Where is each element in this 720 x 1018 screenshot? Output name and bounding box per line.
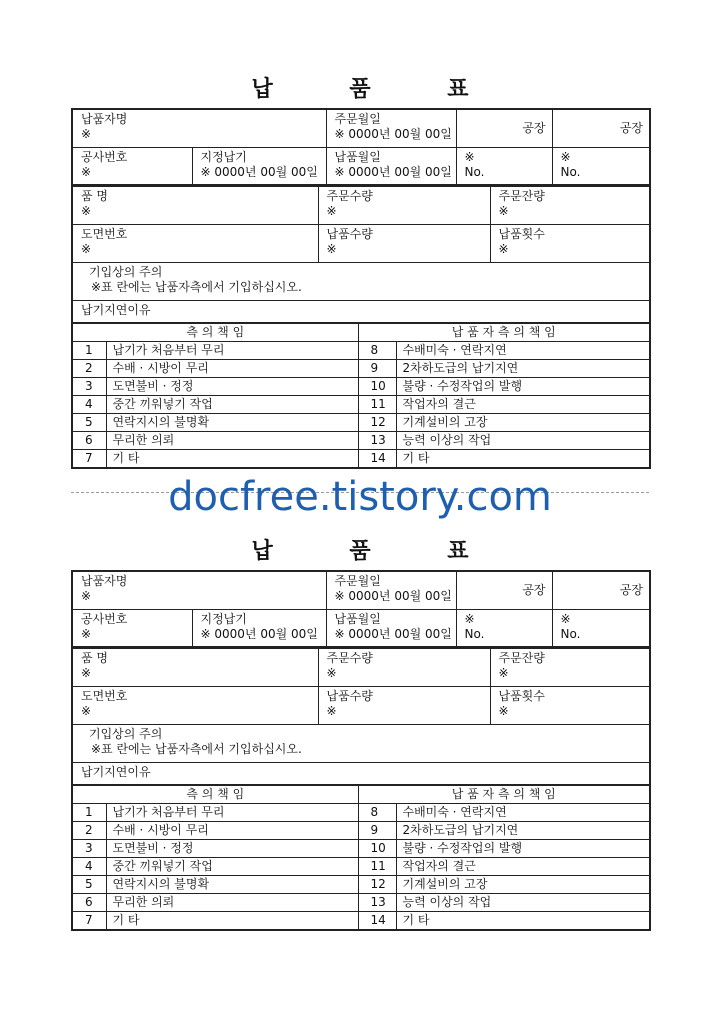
supplier-reason-text[interactable]: 기 타 (396, 450, 650, 469)
delivery-date-value: ※ 0000년 00월 00일 (334, 164, 452, 179)
project-no-label: 공사번호 (81, 611, 128, 626)
client-reason-number[interactable]: 6 (72, 894, 106, 912)
delivery-qty-label: 납품수량 (326, 227, 373, 241)
due-date-label: 지정납기 (200, 611, 247, 626)
supplier-reason-text[interactable]: 작업자의 결근 (396, 858, 650, 876)
order-remain-cell[interactable] (490, 649, 650, 687)
client-reason-text[interactable]: 도면불비 · 정정 (106, 378, 358, 396)
supplier-reason-text[interactable]: 기 타 (396, 912, 650, 931)
client-reason-text[interactable]: 연락지시의 불명확 (106, 876, 358, 894)
watermark: docfree.tistory.com (168, 474, 552, 520)
project-no-cell[interactable] (72, 609, 192, 647)
order-remain-value: ※ (498, 666, 509, 680)
responsibility-row (72, 804, 650, 822)
supplier-cell[interactable] (72, 109, 326, 147)
delivery-date-label: 납품월일 (334, 611, 381, 626)
client-reason-number[interactable]: 2 (72, 822, 106, 840)
responsibility-table (71, 323, 651, 469)
responsibility-row (72, 840, 650, 858)
item-name-cell[interactable] (72, 187, 318, 225)
no-cell-2[interactable] (552, 147, 650, 185)
client-reason-text[interactable]: 중간 끼워넣기 작업 (106, 396, 358, 414)
due-date-cell[interactable] (192, 147, 326, 185)
responsibility-row (72, 360, 650, 378)
info-table (71, 108, 651, 186)
client-reason-text[interactable]: 무리한 의뢰 (106, 432, 358, 450)
supplier-reason-number[interactable]: 10 (358, 840, 396, 858)
order-qty-label: 주문수량 (326, 189, 373, 203)
client-reason-text[interactable]: 납기가 처음부터 무리 (106, 342, 358, 360)
delivery-qty-cell[interactable] (318, 687, 490, 725)
order-date-label: 주문월일 (334, 112, 381, 126)
supplier-reason-text[interactable]: 기계설비의 고장 (396, 414, 650, 432)
client-reason-text[interactable]: 기 타 (106, 450, 358, 469)
drawing-no-cell[interactable] (72, 225, 318, 263)
responsibility-rows (72, 804, 650, 931)
responsibility-table (71, 785, 651, 931)
order-date-value: ※ 0000년 00월 00일 (334, 589, 452, 603)
item-name-cell[interactable] (72, 649, 318, 687)
supplier-reason-number[interactable]: 12 (358, 414, 396, 432)
supplier-responsibility-header: 납 품 자 측 의 책 임 (358, 324, 650, 342)
responsibility-row (72, 396, 650, 414)
client-reason-text[interactable]: 도면불비 · 정정 (106, 840, 358, 858)
supplier-label: 납품자명 (81, 574, 128, 588)
supplier-reason-number[interactable]: 11 (358, 396, 396, 414)
supplier-reason-number[interactable]: 10 (358, 378, 396, 396)
supplier-reason-text[interactable]: 2차하도급의 납기지연 (396, 360, 650, 378)
client-reason-text[interactable]: 수배 · 시방이 무리 (106, 360, 358, 378)
client-reason-number[interactable]: 1 (72, 342, 106, 360)
delay-reason-cell (72, 763, 650, 785)
no-label-1: No. (464, 626, 485, 641)
client-reason-number[interactable]: 5 (72, 414, 106, 432)
delivery-form (71, 108, 649, 469)
delivery-qty-cell[interactable] (318, 225, 490, 263)
delivery-count-value: ※ (498, 242, 509, 256)
form-title: 납 품 표 (251, 538, 469, 564)
drawing-no-cell[interactable] (72, 687, 318, 725)
factory-label-1: 공장 (522, 583, 546, 598)
delay-reason-label: 납기지연이유 (81, 303, 151, 317)
entry-note-cell (72, 725, 650, 763)
order-date-cell[interactable] (326, 571, 456, 609)
responsibility-row (72, 432, 650, 450)
client-responsibility-header: 측 의 책 임 (72, 324, 358, 342)
responsibility-row (72, 894, 650, 912)
order-qty-value: ※ (326, 204, 337, 218)
responsibility-row (72, 912, 650, 931)
entry-note-text: ※표 란에는 납품자측에서 기입하십시오. (91, 280, 302, 294)
responsibility-row (72, 342, 650, 360)
client-responsibility-header: 측 의 책 임 (72, 786, 358, 804)
supplier-reason-number[interactable]: 11 (358, 858, 396, 876)
no-label-1: No. (464, 164, 485, 179)
due-date-value: ※ 0000년 00월 00일 (200, 164, 318, 179)
supplier-reason-text[interactable]: 수배미숙 · 연락지연 (396, 804, 650, 822)
client-reason-number[interactable]: 1 (72, 804, 106, 822)
entry-note-title: 기입상의 주의 (89, 265, 163, 279)
delivery-date-cell[interactable] (326, 609, 456, 647)
client-reason-number[interactable]: 3 (72, 378, 106, 396)
item-name-value: ※ (81, 204, 92, 218)
supplier-responsibility-header: 납 품 자 측 의 책 임 (358, 786, 650, 804)
project-no-value: ※ (81, 626, 92, 641)
client-reason-number[interactable]: 7 (72, 450, 106, 469)
responsibility-row (72, 414, 650, 432)
item-name-label: 품 명 (81, 189, 108, 203)
factory-cell-1[interactable] (456, 109, 552, 147)
supplier-reason-number[interactable]: 14 (358, 912, 396, 931)
client-reason-text[interactable]: 무리한 의뢰 (106, 894, 358, 912)
factory-cell-2[interactable] (552, 571, 650, 609)
responsibility-row (72, 822, 650, 840)
item-name-value: ※ (81, 666, 92, 680)
order-qty-value: ※ (326, 666, 337, 680)
no-label-2: No. (560, 626, 581, 641)
order-remain-cell[interactable] (490, 187, 650, 225)
delivery-qty-value: ※ (326, 242, 337, 256)
supplier-reason-text[interactable]: 2차하도급의 납기지연 (396, 822, 650, 840)
entry-note-cell (72, 263, 650, 301)
responsibility-row (72, 876, 650, 894)
delivery-count-cell[interactable] (490, 687, 650, 725)
responsibility-row (72, 378, 650, 396)
supplier-reason-text[interactable]: 불량 · 수정작업의 발행 (396, 378, 650, 396)
supplier-label: 납품자명 (81, 112, 128, 126)
item-table (71, 186, 651, 323)
order-date-label: 주문월일 (334, 574, 381, 588)
responsibility-row (72, 858, 650, 876)
order-date-cell[interactable] (326, 109, 456, 147)
project-no-value: ※ (81, 164, 92, 179)
client-reason-number[interactable]: 4 (72, 858, 106, 876)
item-table (71, 648, 651, 785)
client-reason-number[interactable]: 6 (72, 432, 106, 450)
supplier-reason-number[interactable]: 13 (358, 432, 396, 450)
supplier-reason-text[interactable]: 기계설비의 고장 (396, 876, 650, 894)
delivery-count-cell[interactable] (490, 225, 650, 263)
drawing-no-label: 도면번호 (81, 227, 128, 241)
supplier-reason-text[interactable]: 불량 · 수정작업의 발행 (396, 840, 650, 858)
order-date-value: ※ 0000년 00월 00일 (334, 127, 452, 141)
project-no-label: 공사번호 (81, 149, 128, 164)
order-qty-cell[interactable] (318, 187, 490, 225)
no-mark-1: ※ (464, 611, 475, 626)
order-remain-label: 주문잔량 (498, 651, 545, 665)
supplier-reason-text[interactable]: 능력 이상의 작업 (396, 432, 650, 450)
no-cell-1[interactable] (456, 609, 552, 647)
delivery-count-label: 납품횟수 (498, 689, 545, 703)
delay-reason-cell (72, 301, 650, 323)
delivery-form-copy (71, 570, 649, 931)
client-reason-number[interactable]: 7 (72, 912, 106, 931)
supplier-reason-number[interactable]: 13 (358, 894, 396, 912)
delivery-qty-value: ※ (326, 704, 337, 718)
factory-label-2: 공장 (619, 121, 643, 136)
client-reason-text[interactable]: 기 타 (106, 912, 358, 931)
supplier-value: ※ (81, 127, 92, 141)
delivery-date-value: ※ 0000년 00월 00일 (334, 626, 452, 641)
client-reason-number[interactable]: 4 (72, 396, 106, 414)
supplier-reason-text[interactable]: 능력 이상의 작업 (396, 894, 650, 912)
supplier-reason-number[interactable]: 8 (358, 342, 396, 360)
drawing-no-value: ※ (81, 242, 92, 256)
responsibility-rows (72, 342, 650, 469)
delivery-date-label: 납품월일 (334, 149, 381, 164)
supplier-reason-number[interactable]: 8 (358, 804, 396, 822)
supplier-reason-number[interactable]: 12 (358, 876, 396, 894)
factory-cell-1[interactable] (456, 571, 552, 609)
entry-note-title: 기입상의 주의 (89, 727, 163, 741)
client-reason-number[interactable]: 3 (72, 840, 106, 858)
factory-label-1: 공장 (522, 121, 546, 136)
delay-reason-label: 납기지연이유 (81, 765, 151, 779)
no-mark-2: ※ (560, 149, 571, 164)
due-date-label: 지정납기 (200, 149, 247, 164)
order-qty-cell[interactable] (318, 649, 490, 687)
supplier-reason-text[interactable]: 수배미숙 · 연락지연 (396, 342, 650, 360)
no-cell-2[interactable] (552, 609, 650, 647)
delivery-count-label: 납품횟수 (498, 227, 545, 241)
delivery-date-cell[interactable] (326, 147, 456, 185)
supplier-reason-number[interactable]: 9 (358, 822, 396, 840)
item-name-label: 품 명 (81, 651, 108, 665)
responsibility-row (72, 450, 650, 469)
client-reason-text[interactable]: 연락지시의 불명확 (106, 414, 358, 432)
supplier-value: ※ (81, 589, 92, 603)
order-qty-label: 주문수량 (326, 651, 373, 665)
info-table (71, 570, 651, 648)
factory-cell-2[interactable] (552, 109, 650, 147)
no-mark-1: ※ (464, 149, 475, 164)
factory-label-2: 공장 (619, 583, 643, 598)
client-reason-text[interactable]: 납기가 처음부터 무리 (106, 804, 358, 822)
no-label-2: No. (560, 164, 581, 179)
order-remain-label: 주문잔량 (498, 189, 545, 203)
due-date-value: ※ 0000년 00월 00일 (200, 626, 318, 641)
supplier-reason-number[interactable]: 9 (358, 360, 396, 378)
form-title: 납 품 표 (251, 76, 469, 102)
supplier-reason-number[interactable]: 14 (358, 450, 396, 469)
due-date-cell[interactable] (192, 609, 326, 647)
entry-note-text: ※표 란에는 납품자측에서 기입하십시오. (91, 742, 302, 756)
order-remain-value: ※ (498, 204, 509, 218)
delivery-qty-label: 납품수량 (326, 689, 373, 703)
supplier-reason-text[interactable]: 작업자의 결근 (396, 396, 650, 414)
client-reason-number[interactable]: 2 (72, 360, 106, 378)
no-cell-1[interactable] (456, 147, 552, 185)
supplier-cell[interactable] (72, 571, 326, 609)
drawing-no-label: 도면번호 (81, 689, 128, 703)
project-no-cell[interactable] (72, 147, 192, 185)
drawing-no-value: ※ (81, 704, 92, 718)
client-reason-text[interactable]: 수배 · 시방이 무리 (106, 822, 358, 840)
client-reason-text[interactable]: 중간 끼워넣기 작업 (106, 858, 358, 876)
delivery-count-value: ※ (498, 704, 509, 718)
client-reason-number[interactable]: 5 (72, 876, 106, 894)
no-mark-2: ※ (560, 611, 571, 626)
